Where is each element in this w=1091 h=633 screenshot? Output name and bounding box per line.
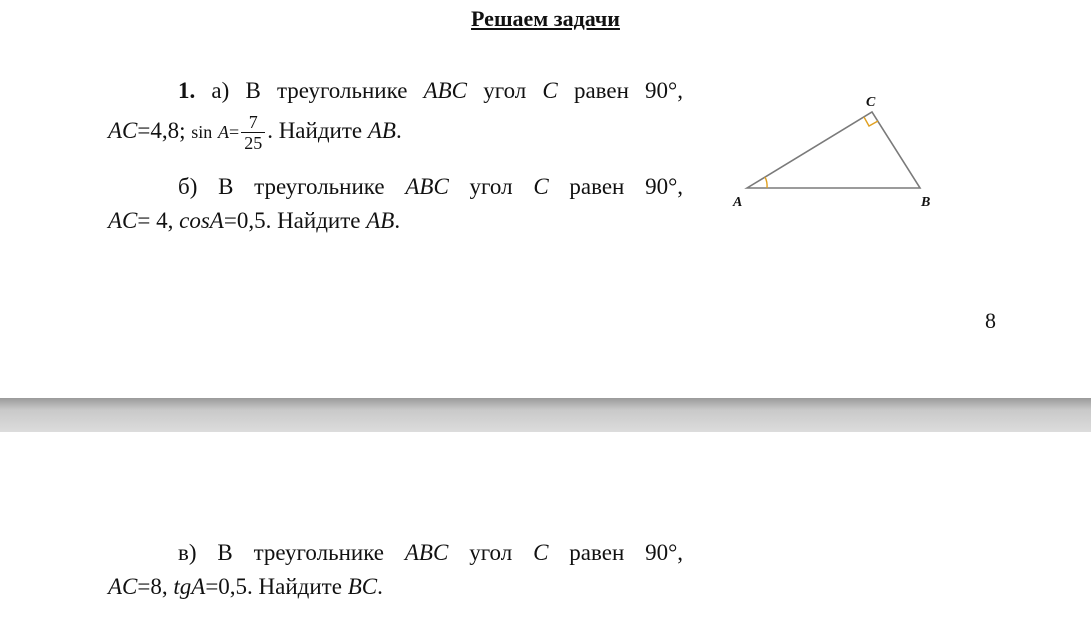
cos-label: cosA [179, 208, 224, 233]
text: равен 90°, [569, 174, 684, 199]
vertex-name: C [542, 78, 558, 103]
segment-name: AC [108, 117, 138, 143]
vertex-name: C [533, 540, 549, 565]
angle-a-arc [765, 177, 767, 188]
vertex-label-c: C [866, 95, 876, 110]
page-number: 8 [985, 308, 996, 333]
text: В треугольнике [218, 174, 385, 199]
triangle-name: ABC [404, 540, 449, 565]
equals: = [229, 121, 240, 142]
triangle-name: ABC [405, 174, 449, 199]
task1v-line1 [178, 540, 683, 566]
task1a-line1 [178, 78, 683, 104]
segment-name: AC [108, 574, 138, 599]
text: В треугольнике [217, 540, 385, 565]
part-label: а) [211, 78, 230, 103]
text: =0,5. Найдите [205, 574, 342, 599]
page-title: Решаем задачи [471, 6, 620, 31]
document-page-bottom [0, 432, 1091, 633]
task1b-line1 [178, 174, 683, 200]
text: угол [483, 78, 527, 103]
triangle-name: ABC [423, 78, 468, 103]
task-number: 1. [178, 78, 196, 103]
task1a-line2 [108, 112, 402, 153]
triangle-figure [725, 86, 945, 216]
text: равен 90°, [573, 78, 684, 103]
page-separator [0, 398, 1091, 432]
text: . [394, 208, 401, 233]
tg-label: tgA [173, 574, 206, 599]
text: =0,5. Найдите [223, 208, 361, 233]
text: . [377, 574, 383, 599]
segment-name: BC [347, 574, 378, 599]
value: =4,8; [137, 117, 186, 143]
angle-var: A [218, 121, 230, 142]
fraction [241, 112, 265, 153]
text: равен 90°, [569, 540, 684, 565]
fraction-numerator: 7 [241, 112, 265, 133]
value: =8, [137, 574, 168, 599]
task1v-line2 [108, 574, 383, 600]
text: . Найдите [267, 117, 363, 143]
segment-name: AB [367, 117, 396, 143]
triangle-abc [747, 112, 920, 188]
fraction-denominator: 25 [244, 133, 263, 153]
text: В треугольнике [245, 78, 408, 103]
vertex-name: C [533, 174, 549, 199]
value: = 4, [137, 208, 174, 233]
vertex-label-b: B [921, 195, 931, 210]
part-label: б) [178, 174, 198, 199]
sin-label: sin [191, 121, 213, 142]
text: угол [469, 540, 513, 565]
segment-name: AB [366, 208, 395, 233]
text: угол [469, 174, 513, 199]
vertex-label-a: A [733, 195, 743, 210]
text: . [395, 117, 402, 143]
part-label: в) [178, 540, 197, 565]
segment-name: AC [108, 208, 138, 233]
task1b-line2 [108, 208, 400, 234]
